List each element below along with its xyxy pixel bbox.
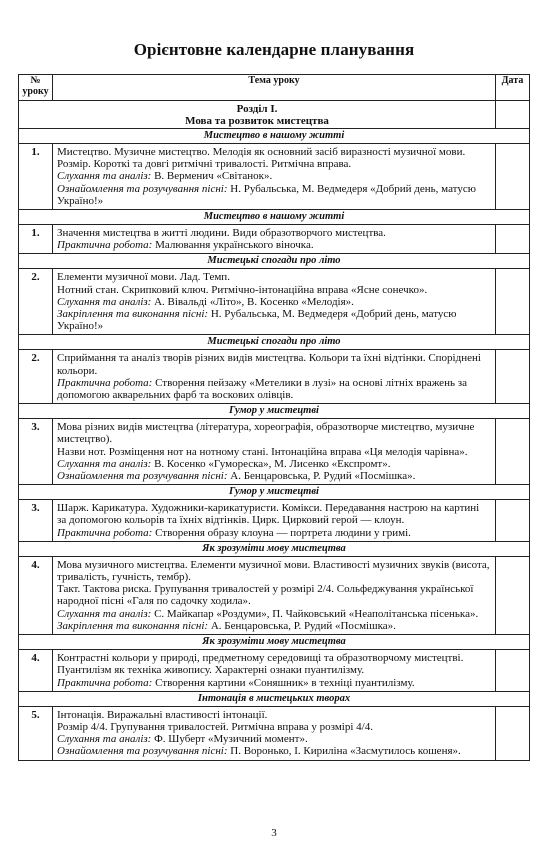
lesson-number: 2. [19, 269, 53, 335]
lesson-line [57, 227, 491, 239]
lesson-text: Створення пейзажу «Метелики в лузі» на основі літніх вражень за допомогою акварельних фарб та воскових олівців. [57, 376, 467, 402]
lesson-text: Інтонація. Виражальні властивості інтонації. [57, 708, 268, 721]
lesson-line [57, 709, 491, 721]
topic-row [19, 335, 530, 350]
lesson-content [53, 556, 496, 634]
lesson-text: В. Косенко «Гумореска», М. Лисенко «Експромт». [151, 457, 391, 470]
lesson-text: Сприймання та аналіз творів різних видів мистецтва. Кольори та їхні відтінки. Споріднені кольори. [57, 352, 481, 377]
lesson-row [19, 225, 530, 254]
topic-heading: Як зрозуміти мову мистецтва [19, 541, 530, 556]
lesson-text: Мова різних видів мистецтва (література, хореографія, образотворче мистецтво, музичне мистецтво). [57, 421, 475, 446]
date-cell [496, 706, 530, 760]
lesson-line [57, 377, 491, 401]
lesson-text: Контрастні кольори у природі, предметному середовищі та образотворчому мистецтві. [57, 652, 464, 665]
topic-heading: Мистецтво в нашому житті [19, 210, 530, 225]
lesson-number: 2. [19, 350, 53, 404]
lesson-text: Такт. Тактова риска. Групування тривалостей у розмірі 2/4. Сольфеджування української народної пісні «Галя по садочку ходила». [57, 583, 474, 608]
activity-label: Практична робота: [57, 676, 153, 689]
table-body [19, 101, 530, 761]
lesson-line [57, 458, 491, 470]
lesson-text: В. Верменич «Світанок». [151, 170, 273, 183]
lesson-row [19, 269, 530, 335]
date-cell [496, 269, 530, 335]
activity-label: Слухання та аналіз: [57, 170, 152, 183]
activity-label: Слухання та аналіз: [57, 295, 152, 308]
lesson-line [57, 677, 491, 689]
lesson-text: Значення мистецтва в житті людини. Види образотворчого мистецтва. [57, 227, 386, 240]
date-cell [496, 419, 530, 485]
date-cell [496, 500, 530, 542]
lesson-number: 1. [19, 144, 53, 210]
date-cell [496, 225, 530, 254]
lesson-text: Нотний стан. Скрипковий ключ. Ритмічно-інтонаційна вправа «Ясне сонечко». [57, 283, 428, 296]
lesson-content [53, 144, 496, 210]
lesson-line [57, 559, 491, 583]
lesson-text: Н. Рубальська, М. Ведмедеря «Добрий день, матусю Україно!» [57, 308, 457, 333]
lesson-text: Назви нот. Розміщення нот на нотному стані. Інтонаційна вправа «Ця мелодія чарівна». [57, 445, 468, 458]
calendar-plan-table [18, 74, 530, 761]
lesson-line [57, 583, 491, 607]
lesson-line [57, 352, 491, 376]
lesson-line [57, 296, 491, 308]
topic-heading: Мистецькі спогади про літо [19, 335, 530, 350]
lesson-content [53, 419, 496, 485]
lesson-line [57, 239, 491, 251]
lesson-line [57, 284, 491, 296]
lesson-number: 4. [19, 650, 53, 692]
header-lesson-number [19, 75, 53, 101]
section-heading [19, 101, 496, 129]
lesson-row [19, 556, 530, 634]
header-lesson-topic: Тема уроку [53, 75, 496, 101]
activity-label: Практична робота: [57, 239, 153, 252]
lesson-line [57, 527, 491, 539]
lesson-text: П. Воронько, І. Кириліна «Засмутилось кошеня». [227, 745, 461, 758]
topic-row [19, 210, 530, 225]
date-cell [496, 650, 530, 692]
topic-row [19, 485, 530, 500]
header-num-symbol: № [30, 75, 41, 86]
lesson-line [57, 271, 491, 283]
lesson-text: Елементи музичної мови. Лад. Темп. [57, 271, 230, 284]
header-num-word: уроку [22, 86, 49, 97]
lesson-line [57, 158, 491, 170]
lesson-line [57, 170, 491, 182]
date-cell [496, 144, 530, 210]
lesson-line [57, 721, 491, 733]
lesson-line [57, 745, 491, 757]
lesson-line [57, 652, 491, 664]
page-title: Орієнтовне календарне планування [133, 40, 415, 59]
lesson-row [19, 706, 530, 760]
activity-label: Практична робота: [57, 376, 153, 389]
lesson-line [57, 502, 491, 526]
lesson-number: 3. [19, 419, 53, 485]
lesson-text: С. Майкапар «Роздуми», П. Чайковський «Неаполітанська пісенька». [151, 607, 479, 620]
section-number: Розділ І. [236, 103, 278, 115]
lesson-text: Н. Рубальська, М. Ведмедеря «Добрий день, матусю Україно!» [57, 182, 476, 207]
lesson-text: Пуантилізм як техніка живопису. Характерні ознаки пуантилізму. [57, 664, 365, 677]
lesson-number: 4. [19, 556, 53, 634]
lesson-text: Малювання українського віночка. [152, 239, 314, 252]
section-title: Мова та розвиток мистецтва [185, 115, 329, 127]
topic-row [19, 129, 530, 144]
topic-heading: Гумор у мистецтві [19, 404, 530, 419]
lesson-row [19, 419, 530, 485]
lesson-row [19, 350, 530, 404]
lesson-text: Шарж. Карикатура. Художники-карикатуристи. Комікси. Передавання настрою на картині за допомогою кольорів та їхніх відтінків. Цирк. Цирковий герой — клоун. [57, 502, 480, 527]
lesson-line [57, 664, 491, 676]
topic-heading: Як зрозуміти мову мистецтва [19, 635, 530, 650]
lesson-row [19, 144, 530, 210]
lesson-number: 1. [19, 225, 53, 254]
date-cell [496, 101, 530, 129]
date-cell [496, 350, 530, 404]
lesson-line [57, 620, 491, 632]
topic-row [19, 635, 530, 650]
lesson-line [57, 146, 491, 158]
lesson-row [19, 500, 530, 542]
topic-heading: Гумор у мистецтві [19, 485, 530, 500]
activity-label: Слухання та аналіз: [57, 607, 152, 620]
lesson-text: А. Бенцаровська, Р. Рудий «Посмішка». [227, 470, 416, 483]
lesson-text: Ф. Шуберт «Музичний момент». [151, 733, 308, 746]
activity-label: Ознайомлення та розучування пісні: [57, 745, 228, 758]
lesson-text: А. Бенцаровська, Р. Рудий «Посмішка». [208, 619, 396, 632]
lesson-number: 3. [19, 500, 53, 542]
lesson-content [53, 650, 496, 692]
page-number: 3 [271, 827, 277, 839]
header-date: Дата [496, 75, 530, 101]
lesson-text: Розмір 4/4. Групування тривалостей. Ритмічна вправа у розмірі 4/4. [57, 720, 373, 733]
lesson-row [19, 650, 530, 692]
topic-row [19, 541, 530, 556]
activity-label: Ознайомлення та розучування пісні: [57, 182, 228, 195]
lesson-number: 5. [19, 706, 53, 760]
lesson-text: Мистецтво. Музичне мистецтво. Мелодія як основний засіб виразності музичної мови. [57, 146, 466, 158]
activity-label: Закріплення та виконання пісні: [57, 308, 209, 321]
lesson-line [57, 421, 491, 445]
lesson-text: Розмір. Короткі та довгі ритмічні тривалості. Ритмічна вправа. [57, 158, 352, 171]
activity-label: Закріплення та виконання пісні: [57, 619, 209, 632]
topic-row [19, 254, 530, 269]
topic-heading: Інтонація в мистецьких творах [19, 691, 530, 706]
lesson-content [53, 269, 496, 335]
lesson-line [57, 446, 491, 458]
lesson-line [57, 733, 491, 745]
lesson-text: Створення картини «Соняшник» в техніці пуантилізму. [152, 676, 415, 689]
date-cell [496, 556, 530, 634]
activity-label: Слухання та аналіз: [57, 733, 152, 746]
activity-label: Практична робота: [57, 526, 153, 539]
lesson-content [53, 500, 496, 542]
section-row [19, 101, 530, 129]
lesson-line [57, 308, 491, 332]
topic-row [19, 404, 530, 419]
lesson-content [53, 350, 496, 404]
lesson-line [57, 608, 491, 620]
activity-label: Ознайомлення та розучування пісні: [57, 470, 228, 483]
lesson-content [53, 706, 496, 760]
lesson-text: Мова музичного мистецтва. Елементи музичної мови. Властивості музичних звуків (висота, тривалість, гучність, тембр). [57, 558, 490, 584]
activity-label: Слухання та аналіз: [57, 457, 152, 470]
lesson-line [57, 470, 491, 482]
topic-heading: Мистецькі спогади про літо [19, 254, 530, 269]
topic-row [19, 691, 530, 706]
lesson-content [53, 225, 496, 254]
lesson-text: А. Вівальді «Літо», В. Косенко «Мелодія». [151, 295, 354, 308]
table-header-row [19, 75, 530, 101]
lesson-text: Створення образу клоуна — портрета людини у гримі. [152, 526, 411, 539]
topic-heading: Мистецтво в нашому житті [19, 129, 530, 144]
lesson-line [57, 183, 491, 207]
